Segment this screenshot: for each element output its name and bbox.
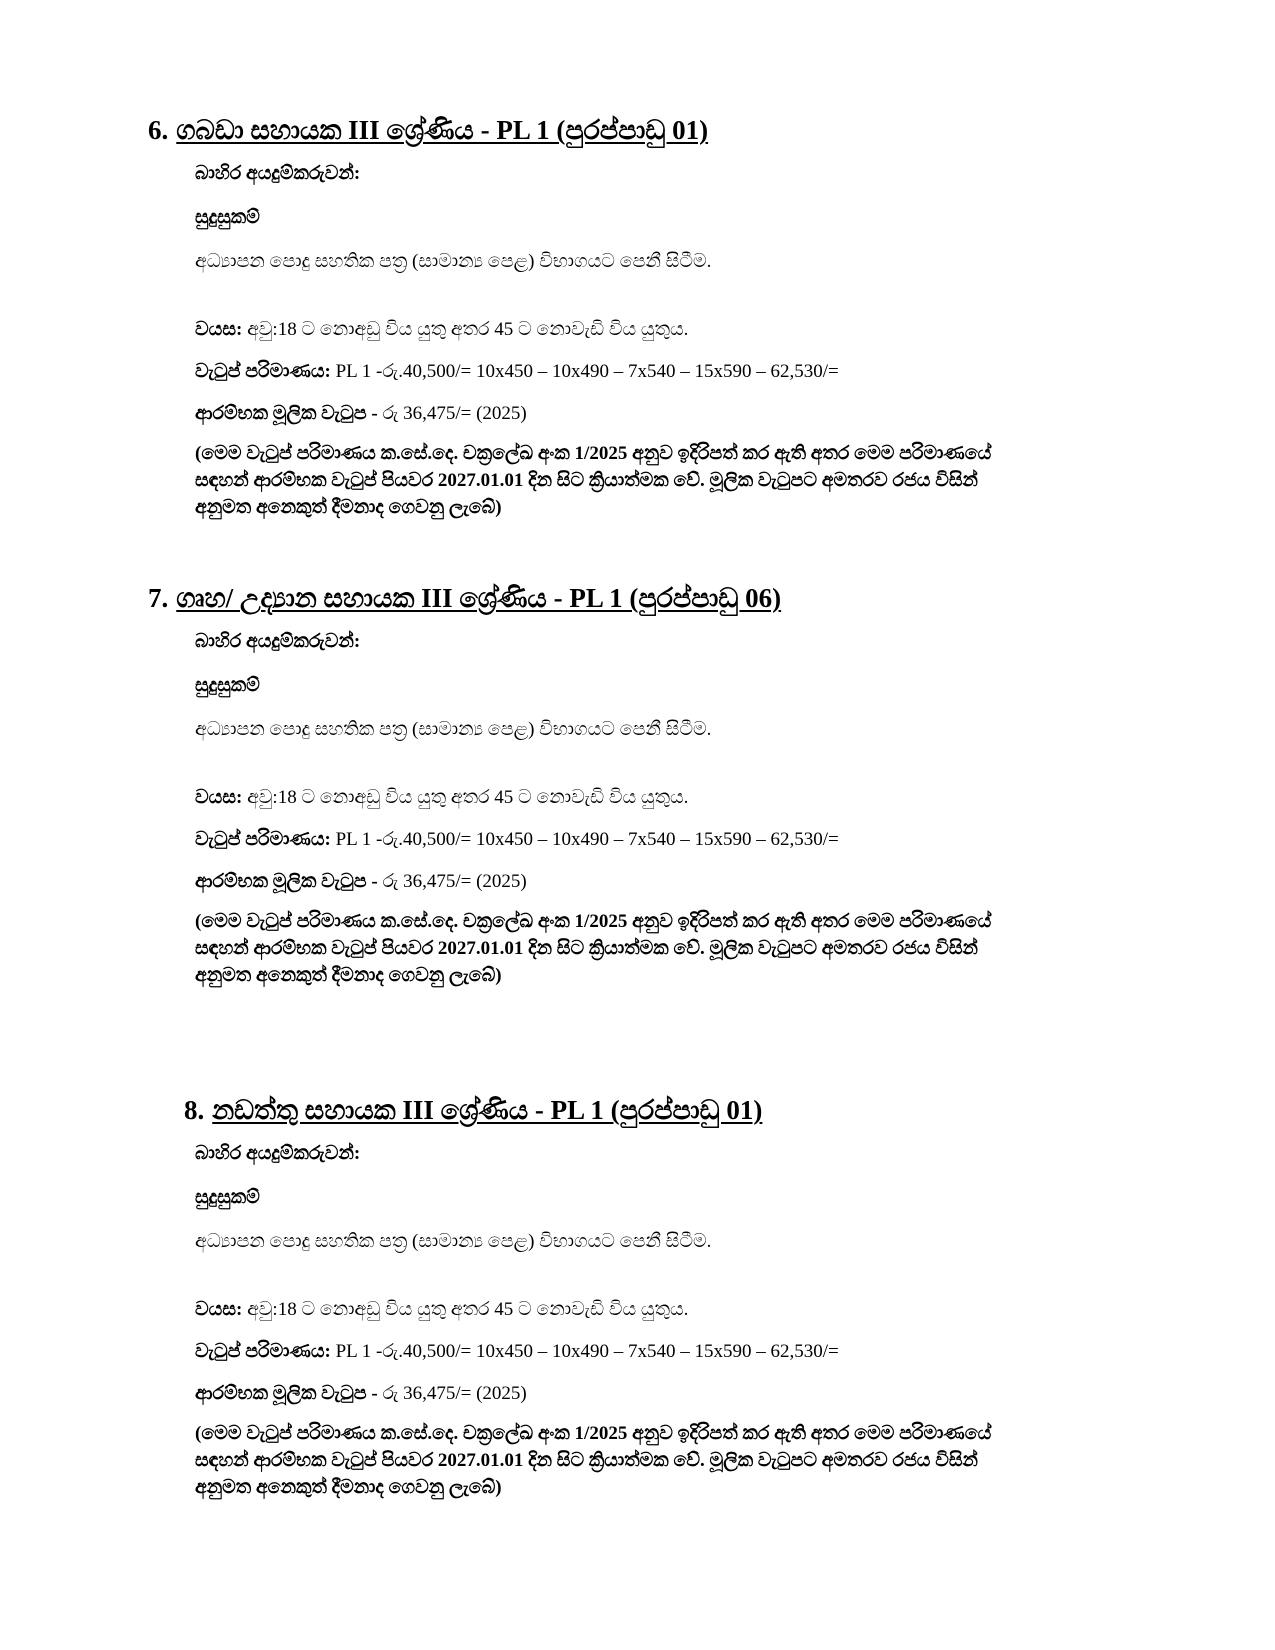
qualification-text: අධ්‍යාපන පොදු සහතික පත්‍ර (සාමාන්‍ය පෙළ) විභාගයට පෙනී සිටීම.	[195, 719, 712, 740]
age-line	[195, 1298, 688, 1322]
salary-label: වැටුප් පරිමාණය:	[195, 829, 331, 850]
salary-note	[195, 1420, 1125, 1501]
external-applicants-label: බාහිර අයදුම්කරුවන්:	[195, 163, 361, 184]
qualification-text: අධ්‍යාපන පොදු සහතික පත්‍ර (සාමාන්‍ය පෙළ) විභාගයට පෙනී සිටීම.	[195, 251, 712, 272]
section-number: 6.	[148, 115, 169, 145]
section-heading	[148, 114, 708, 146]
salary-note	[195, 908, 1125, 989]
note-line: (මෙම වැටුප් පරිමාණය ක.සේ.දෙ. චක්‍රලේඛ අංක 1/2025 අනුව ඉදිරිපත් කර ඇති අතර මෙම පරිමාණයේ	[195, 443, 992, 464]
section-number: 8.	[184, 1095, 205, 1125]
initial-salary-line	[195, 1382, 527, 1406]
note-line: සඳහන් ආරම්භක වැටුප් පියවර 2027.01.01 දින සිට ක්‍රියාත්මක වේ. මූලික වැටුපට අමතරව රජය විසින්	[195, 938, 978, 959]
note-line: (මෙම වැටුප් පරිමාණය ක.සේ.දෙ. චක්‍රලේඛ අංක 1/2025 අනුව ඉදිරිපත් කර ඇති අතර මෙම පරිමාණයේ	[195, 1423, 992, 1444]
section-title: නඩත්තු සහායක III ශ්‍රේණිය - PL 1 (පුරප්පාඩු 01)	[212, 1095, 763, 1125]
external-applicants-label: බාහිර අයදුම්කරුවන්:	[195, 1143, 361, 1164]
external-applicants-label: බාහිර අයදුම්කරුවන්:	[195, 631, 361, 652]
qualifications-label: සුදුසුකම්	[195, 1187, 260, 1208]
salary-label: වැටුප් පරිමාණය:	[195, 1341, 331, 1362]
initial-salary-label: ආරම්භක මූලික වැටුප -	[195, 403, 378, 424]
section-title: ගබඩා සහායක III ශ්‍රේණිය - PL 1 (පුරප්පාඩු 01)	[176, 115, 709, 145]
note-line: අනුමත අනෙකුත් දීමනාද ගෙවනු ලැබේ)	[195, 1477, 502, 1498]
note-line: (මෙම වැටුප් පරිමාණය ක.සේ.දෙ. චක්‍රලේඛ අංක 1/2025 අනුව ඉදිරිපත් කර ඇති අතර මෙම පරිමාණයේ	[195, 911, 992, 932]
age-text: අවු:18 ට නොඅඩු විය යුතු අතර 45 ට නොවැඩි විය යුතුය.	[242, 319, 689, 340]
salary-note	[195, 440, 1125, 521]
age-line	[195, 318, 688, 342]
salary-text: PL 1 -රු.40,500/= 10x450 – 10x490 – 7x540 – 15x590 – 62,530/=	[330, 829, 839, 850]
initial-salary-text: රු 36,475/= (2025)	[377, 403, 527, 424]
note-line: අනුමත අනෙකුත් දීමනාද ගෙවනු ලැබේ)	[195, 497, 502, 518]
salary-line	[195, 360, 839, 384]
salary-label: වැටුප් පරිමාණය:	[195, 361, 331, 382]
age-label: වයස:	[195, 787, 243, 808]
qualifications-label: සුදුසුකම්	[195, 675, 260, 696]
age-line	[195, 786, 688, 810]
section-number: 7.	[148, 583, 169, 613]
note-line: සඳහන් ආරම්භක වැටුප් පියවර 2027.01.01 දින සිට ක්‍රියාත්මක වේ. මූලික වැටුපට අමතරව රජය විසින්	[195, 1450, 978, 1471]
salary-text: PL 1 -රු.40,500/= 10x450 – 10x490 – 7x540 – 15x590 – 62,530/=	[330, 361, 839, 382]
initial-salary-text: රු 36,475/= (2025)	[377, 871, 527, 892]
note-line: සඳහන් ආරම්භක වැටුප් පියවර 2027.01.01 දින සිට ක්‍රියාත්මක වේ. මූලික වැටුපට අමතරව රජය විසින්	[195, 470, 978, 491]
salary-text: PL 1 -රු.40,500/= 10x450 – 10x490 – 7x540 – 15x590 – 62,530/=	[330, 1341, 839, 1362]
salary-line	[195, 1340, 839, 1364]
qualification-text: අධ්‍යාපන පොදු සහතික පත්‍ර (සාමාන්‍ය පෙළ) විභාගයට පෙනී සිටීම.	[195, 1231, 712, 1252]
note-line: අනුමත අනෙකුත් දීමනාද ගෙවනු ලැබේ)	[195, 965, 502, 986]
age-label: වයස:	[195, 1299, 243, 1320]
initial-salary-label: ආරම්භක මූලික වැටුප -	[195, 1383, 378, 1404]
initial-salary-text: රු 36,475/= (2025)	[377, 1383, 527, 1404]
salary-line	[195, 828, 839, 852]
initial-salary-line	[195, 870, 527, 894]
age-text: අවු:18 ට නොඅඩු විය යුතු අතර 45 ට නොවැඩි විය යුතුය.	[242, 1299, 689, 1320]
initial-salary-line	[195, 402, 527, 426]
age-label: වයස:	[195, 319, 243, 340]
section-title: ගෘහ/ උද්‍යාන සහායක III ශ්‍රේණිය - PL 1 (පුරප්පාඩු 06)	[176, 583, 782, 613]
age-text: අවු:18 ට නොඅඩු විය යුතු අතර 45 ට නොවැඩි විය යුතුය.	[242, 787, 689, 808]
initial-salary-label: ආරම්භක මූලික වැටුප -	[195, 871, 378, 892]
section-heading	[148, 582, 781, 614]
qualifications-label: සුදුසුකම්	[195, 207, 260, 228]
section-heading	[184, 1094, 762, 1126]
